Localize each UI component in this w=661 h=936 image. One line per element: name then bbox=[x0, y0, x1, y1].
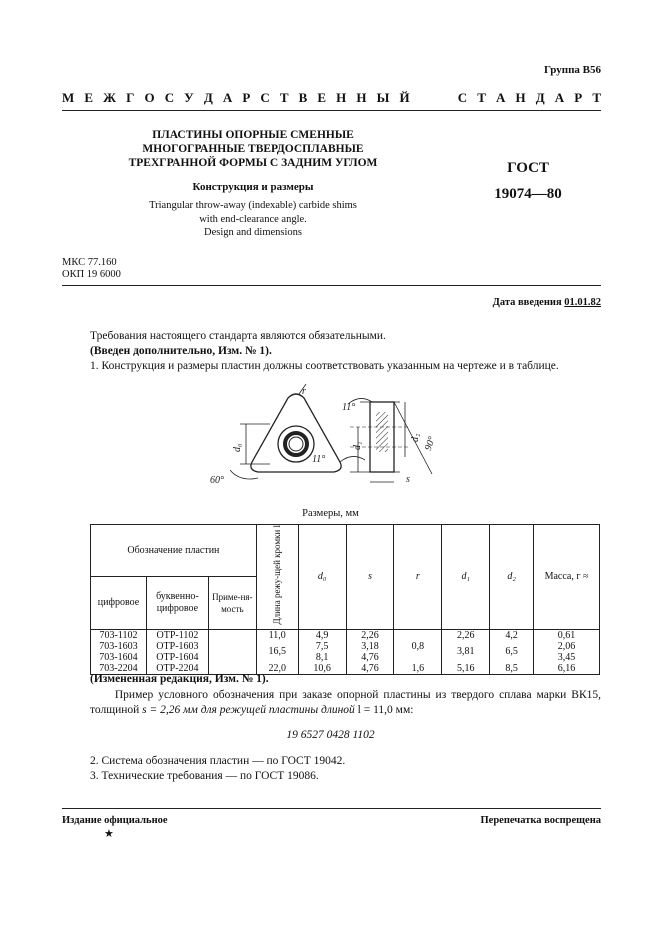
label-angle-11-top: 11° bbox=[342, 402, 356, 413]
label-r: r bbox=[302, 386, 306, 397]
okp-code: ОКП 19 6000 bbox=[62, 269, 121, 280]
gost-label: ГОСТ bbox=[507, 160, 549, 176]
table-row: 703-1603 OTP-1603 16,5 7,5 3,18 3,81 6,5 2,06 bbox=[91, 641, 600, 652]
label-d0: d₀ bbox=[232, 443, 243, 452]
group-code: Группа В56 bbox=[543, 64, 601, 76]
table-row: 703-1604 OTP-1604 8,1 4,76 3,45 bbox=[91, 652, 600, 663]
codes-rule bbox=[62, 285, 601, 286]
label-d1: d₁ bbox=[352, 441, 363, 450]
mks-code: МКС 77.160 bbox=[62, 257, 117, 268]
table-row: 703-2204 OTP-2204 22,0 10,6 4,76 1,6 5,16 8,5 6,16 bbox=[91, 663, 600, 675]
col-length: Длина режу-щей кромки l bbox=[256, 525, 298, 630]
star-icon: ★ bbox=[104, 828, 114, 840]
table-row: 703-1102 OTP-1102 11,0 4,9 2,26 0,8 2,26 4,2 0,61 bbox=[91, 629, 600, 641]
amendment-edit: (Измененная редакция, Изм. № 1). bbox=[90, 673, 269, 685]
gost-number: 19074—80 bbox=[494, 186, 562, 202]
footer-rule bbox=[62, 808, 601, 809]
paragraph-1: 1. Конструкция и размеры пластин должны соответствовать указанным на чертеже и в таблице. bbox=[90, 360, 559, 372]
col-alpha: буквенно-цифровое bbox=[146, 577, 208, 629]
table-caption: Размеры, мм bbox=[302, 508, 359, 519]
technical-drawing bbox=[200, 382, 440, 494]
label-angle-90: 90° bbox=[422, 435, 438, 453]
document-title: ПЛАСТИНЫ ОПОРНЫЕ СМЕННЫЕ МНОГОГРАННЫЕ ТВЕРДОСПЛАВНЫЕ ТРЕХГРАННОЙ ФОРМЫ С ЗАДНИМ УГЛОМ bbox=[128, 129, 378, 169]
english-title: Triangular throw-away (indexable) carbide shims with end-clearance angle. Design and dimensions bbox=[149, 200, 357, 238]
col-digital: цифровое bbox=[91, 577, 147, 629]
col-mass: Масса, г ≈ bbox=[534, 525, 600, 630]
col-r: r bbox=[394, 525, 442, 630]
paragraph-mandatory: Требования настоящего стандарта являются обязательными. bbox=[90, 330, 386, 342]
paragraph-3: 3. Технические требования — по ГОСТ 19086. bbox=[90, 770, 319, 782]
col-s: s bbox=[346, 525, 394, 630]
dimensions-table bbox=[90, 524, 600, 675]
col-designation: Обозначение пластин bbox=[91, 525, 257, 577]
col-note: Приме-ня-мость bbox=[208, 577, 256, 629]
col-d0: d₀ bbox=[298, 525, 346, 630]
designation-code: 19 6527 0428 1102 bbox=[286, 729, 375, 741]
reprint-forbidden: Перепечатка воспрещена bbox=[480, 815, 601, 826]
label-angle-11-bottom: 11° bbox=[312, 454, 326, 465]
col-d2: d₂ bbox=[490, 525, 534, 630]
label-s: s bbox=[406, 474, 410, 485]
label-d2: d₂ bbox=[410, 433, 421, 442]
label-angle-60: 60° bbox=[210, 475, 224, 486]
official-edition: Издание официальное bbox=[62, 815, 168, 826]
col-d1: d₁ bbox=[442, 525, 490, 630]
effective-date-value: 01.01.82 bbox=[564, 297, 601, 308]
designation-example: Пример условного обозначения при заказе опорной пластины из твердого сплава марки ВК15, толщиной s = 2,26 мм для режущей пластины длиной l = 11,0 мм: bbox=[90, 689, 602, 716]
paragraph-2: 2. Система обозначения пластин — по ГОСТ 19042. bbox=[90, 755, 346, 767]
document-subtitle: Конструкция и размеры bbox=[192, 181, 314, 193]
header-rule bbox=[62, 110, 601, 111]
amendment-note: (Введен дополнительно, Изм. № 1). bbox=[90, 345, 272, 357]
effective-date: Дата введения 01.01.82 bbox=[492, 297, 601, 308]
standard-banner: М Е Ж Г О С У Д А Р С Т В Е Н Н Ы Й С Т А Н Д А Р Т bbox=[62, 90, 601, 105]
